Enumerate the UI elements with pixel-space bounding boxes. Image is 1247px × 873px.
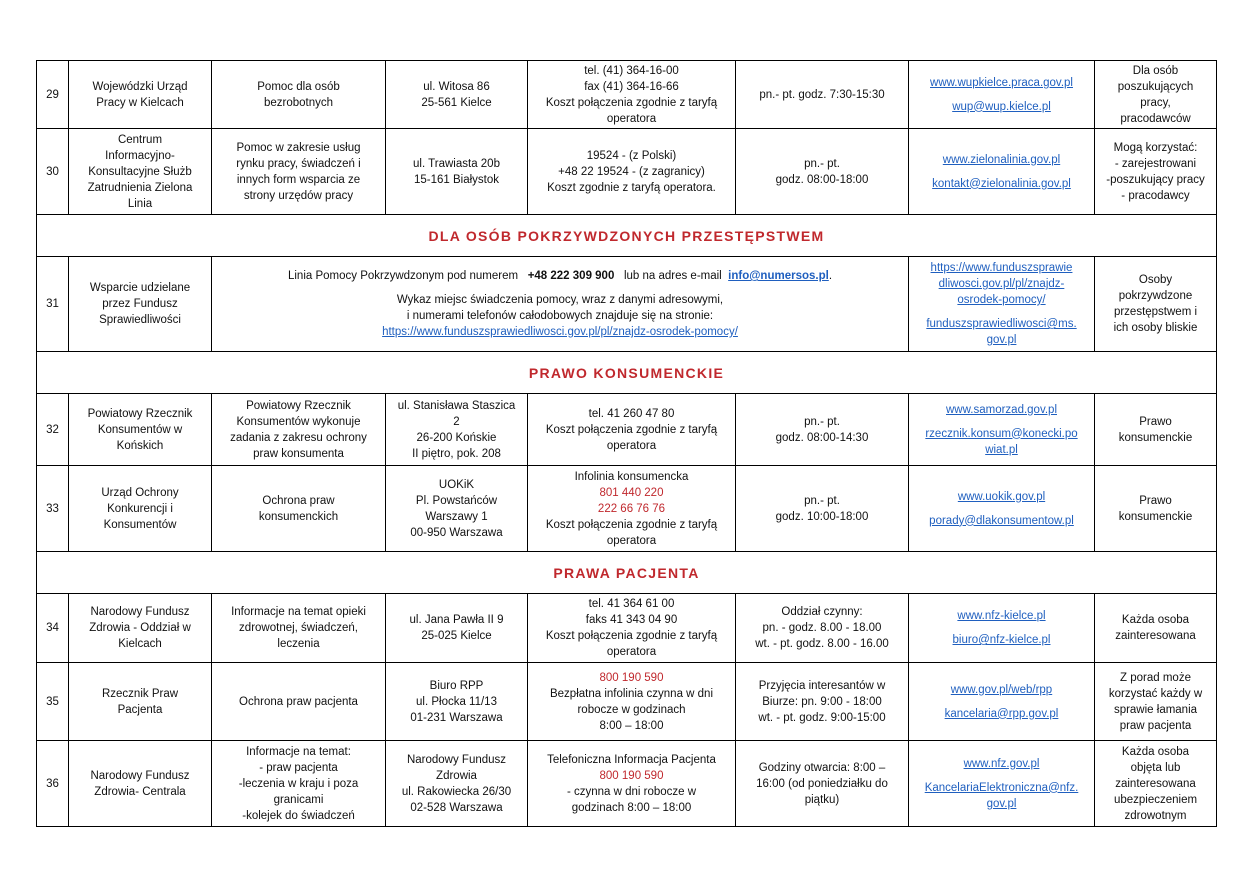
helpline-cell: Linia Pomocy Pokrzywdzonym pod numerem +48 222 309 900 lub na adres e-mail info@numersos.pl. Wykaz miejsc świadczenia pomocy, wraz z danymi adresowymi, i numerami telefonów całodobowych znajduje się na stronie: https://www.funduszsprawiedliwosci.gov.pl/pl/znajdz-osrodek-pomocy/ xyxy=(212,257,909,352)
institution-name: Powiatowy Rzecznik Konsumentów w Końskich xyxy=(69,394,212,466)
address-cell: ul. Jana Pawła II 9 25-025 Kielce xyxy=(386,594,528,663)
help-centers-link[interactable]: https://www.funduszsprawiedliwosci.gov.pl/pl/znajdz-osrodek-pomocy/ xyxy=(382,326,738,338)
scope-cell: Ochrona praw pacjenta xyxy=(212,663,386,741)
contact-cell: 800 190 590 Bezpłatna infolinia czynna w dni robocze w godzinach 8:00 – 18:00 xyxy=(528,663,736,741)
website-link[interactable]: www.zielonalinia.gov.pl xyxy=(942,153,1061,166)
institutions-table xyxy=(36,60,1217,827)
links-cell xyxy=(909,663,1095,741)
website-link[interactable]: www.nfz-kielce.pl xyxy=(957,610,1046,622)
section-header-row xyxy=(37,352,1217,394)
audience-cell: Dla osób poszukujących pracy, pracodawców xyxy=(1095,61,1217,129)
helpline-phone: +48 222 309 900 xyxy=(527,270,615,282)
section-header-row xyxy=(37,215,1217,257)
table-row xyxy=(37,663,1217,741)
section-header-row xyxy=(37,552,1217,594)
table-row xyxy=(37,466,1217,552)
email-link[interactable]: funduszsprawiedliwosci@ms. gov.pl xyxy=(926,318,1077,346)
section-title: PRAWA PACJENTA xyxy=(37,552,1217,594)
links-cell xyxy=(909,741,1095,827)
address-cell: ul. Trawiasta 20b 15-161 Białystok xyxy=(386,129,528,215)
section-title: DLA OSÓB POKRZYWDZONYCH PRZESTĘPSTWEM xyxy=(37,215,1217,257)
website-link[interactable]: www.samorzad.gov.pl xyxy=(946,403,1057,416)
table-row xyxy=(37,257,1217,352)
institution-name: Urząd Ochrony Konkurencji i Konsumentów xyxy=(69,466,212,552)
phone-number: 801 440 220 xyxy=(599,486,664,499)
audience-cell: Prawo konsumenckie xyxy=(1095,394,1217,466)
address-cell: ul. Witosa 86 25-561 Kielce xyxy=(386,61,528,129)
row-number: 32 xyxy=(37,394,69,466)
row-number: 35 xyxy=(37,663,69,741)
phone-number: 222 66 76 76 xyxy=(597,502,666,515)
row-number: 33 xyxy=(37,466,69,552)
hours-cell: Przyjęcia interesantów w Biurze: pn. 9:00 - 18:00 wt. - pt. godz. 9:00-15:00 xyxy=(736,663,909,741)
email-link[interactable]: kontakt@zielonalinia.gov.pl xyxy=(932,177,1071,190)
table-row xyxy=(37,394,1217,466)
hours-cell: pn.- pt. godz. 7:30-15:30 xyxy=(736,61,909,129)
hours-cell: pn.- pt. godz. 08:00-18:00 xyxy=(736,129,909,215)
phone-number: 800 190 590 xyxy=(599,769,664,782)
address-cell: ul. Stanisława Staszica 2 26-200 Końskie II piętro, pok. 208 xyxy=(386,394,528,466)
links-cell xyxy=(909,61,1095,129)
hours-cell: Oddział czynny: pn. - godz. 8.00 - 18.00 wt. - pt. godz. 8.00 - 16.00 xyxy=(736,594,909,663)
email-link[interactable]: wup@wup.kielce.pl xyxy=(952,100,1051,113)
contact-cell: 19524 - (z Polski) +48 22 19524 - (z zagranicy) Koszt zgodnie z taryfą operatora. xyxy=(528,129,736,215)
audience-cell: Każda osoba zainteresowana xyxy=(1095,594,1217,663)
links-cell xyxy=(909,257,1095,352)
table-row xyxy=(37,129,1217,215)
email-link[interactable]: kancelaria@rpp.gov.pl xyxy=(944,707,1059,720)
email-link[interactable]: KancelariaElektroniczna@nfz. gov.pl xyxy=(924,781,1079,810)
links-cell xyxy=(909,394,1095,466)
row-number: 30 xyxy=(37,129,69,215)
row-number: 36 xyxy=(37,741,69,827)
scope-cell: Powiatowy Rzecznik Konsumentów wykonuje zadania z zakresu ochrony praw konsumenta xyxy=(212,394,386,466)
audience-cell: Z porad może korzystać każdy w sprawie łamania praw pacjenta xyxy=(1095,663,1217,741)
contact-cell: Infolinia konsumencka 801 440 220 222 66 76 76 Koszt połączenia zgodnie z taryfą operatora xyxy=(528,466,736,552)
contact-cell: tel. 41 364 61 00 faks 41 343 04 90 Koszt połączenia zgodnie z taryfą operatora xyxy=(528,594,736,663)
hours-cell: pn.- pt. godz. 08:00-14:30 xyxy=(736,394,909,466)
website-link[interactable]: www.nfz.gov.pl xyxy=(963,757,1040,770)
table-row xyxy=(37,61,1217,129)
hours-cell: Godziny otwarcia: 8:00 – 16:00 (od poniedziałku do piątku) xyxy=(736,741,909,827)
website-link[interactable]: www.gov.pl/web/rpp xyxy=(950,683,1053,696)
email-link[interactable]: biuro@nfz-kielce.pl xyxy=(952,634,1051,646)
address-cell: Narodowy Fundusz Zdrowia ul. Rakowiecka 26/30 02-528 Warszawa xyxy=(386,741,528,827)
institution-name: Wojewódzki Urząd Pracy w Kielcach xyxy=(69,61,212,129)
institution-name: Narodowy Fundusz Zdrowia- Centrala xyxy=(69,741,212,827)
links-cell xyxy=(909,594,1095,663)
website-link[interactable]: https://www.funduszsprawie dliwosci.gov.pl/pl/znajdz- osrodek-pomocy/ xyxy=(930,262,1073,306)
hours-cell: pn.- pt. godz. 10:00-18:00 xyxy=(736,466,909,552)
row-number: 34 xyxy=(37,594,69,663)
contact-cell: tel. (41) 364-16-00 fax (41) 364-16-66 Koszt połączenia zgodnie z taryfą operatora xyxy=(528,61,736,129)
institution-name: Centrum Informacyjno- Konsultacyjne Służb Zatrudnienia Zielona Linia xyxy=(69,129,212,215)
website-link[interactable]: www.uokik.gov.pl xyxy=(957,490,1046,503)
audience-cell: Każda osoba objęta lub zainteresowana ubezpieczeniem zdrowotnym xyxy=(1095,741,1217,827)
helpline-email-link[interactable]: info@numersos.pl xyxy=(728,270,829,282)
address-cell: Biuro RPP ul. Płocka 11/13 01-231 Warszawa xyxy=(386,663,528,741)
scope-cell: Ochrona praw konsumenckich xyxy=(212,466,386,552)
website-link[interactable]: www.wupkielce.praca.gov.pl xyxy=(930,76,1073,89)
audience-cell: Osoby pokrzywdzone przestępstwem i ich osoby bliskie xyxy=(1095,257,1217,352)
audience-cell: Mogą korzystać: - zarejestrowani -poszukujący pracy - pracodawcy xyxy=(1095,129,1217,215)
address-cell: UOKiK Pl. Powstańców Warszawy 1 00-950 Warszawa xyxy=(386,466,528,552)
institution-name: Rzecznik Praw Pacjenta xyxy=(69,663,212,741)
phone-number: 800 190 590 xyxy=(599,671,664,684)
institution-name: Narodowy Fundusz Zdrowia - Oddział w Kielcach xyxy=(69,594,212,663)
scope-cell: Pomoc w zakresie usług rynku pracy, świadczeń i innych form wsparcia ze strony urzędów pracy xyxy=(212,129,386,215)
scope-cell: Pomoc dla osób bezrobotnych xyxy=(212,61,386,129)
scope-cell: Informacje na temat: - praw pacjenta -leczenia w kraju i poza granicami -kolejek do świadczeń xyxy=(212,741,386,827)
row-number: 31 xyxy=(37,257,69,352)
section-title: PRAWO KONSUMENCKIE xyxy=(37,352,1217,394)
contact-cell: tel. 41 260 47 80 Koszt połączenia zgodnie z taryfą operatora xyxy=(528,394,736,466)
links-cell xyxy=(909,466,1095,552)
email-link[interactable]: rzecznik.konsum@konecki.po wiat.pl xyxy=(925,427,1078,456)
contact-cell: Telefoniczna Informacja Pacjenta 800 190 590 - czynna w dni robocze w godzinach 8:00 – 18:00 xyxy=(528,741,736,827)
links-cell xyxy=(909,129,1095,215)
table-row xyxy=(37,594,1217,663)
scope-cell: Informacje na temat opieki zdrowotnej, świadczeń, leczenia xyxy=(212,594,386,663)
table-row xyxy=(37,741,1217,827)
email-link[interactable]: porady@dlakonsumentow.pl xyxy=(929,514,1074,527)
audience-cell: Prawo konsumenckie xyxy=(1095,466,1217,552)
institution-name: Wsparcie udzielane przez Fundusz Sprawiedliwości xyxy=(69,257,212,352)
row-number: 29 xyxy=(37,61,69,129)
